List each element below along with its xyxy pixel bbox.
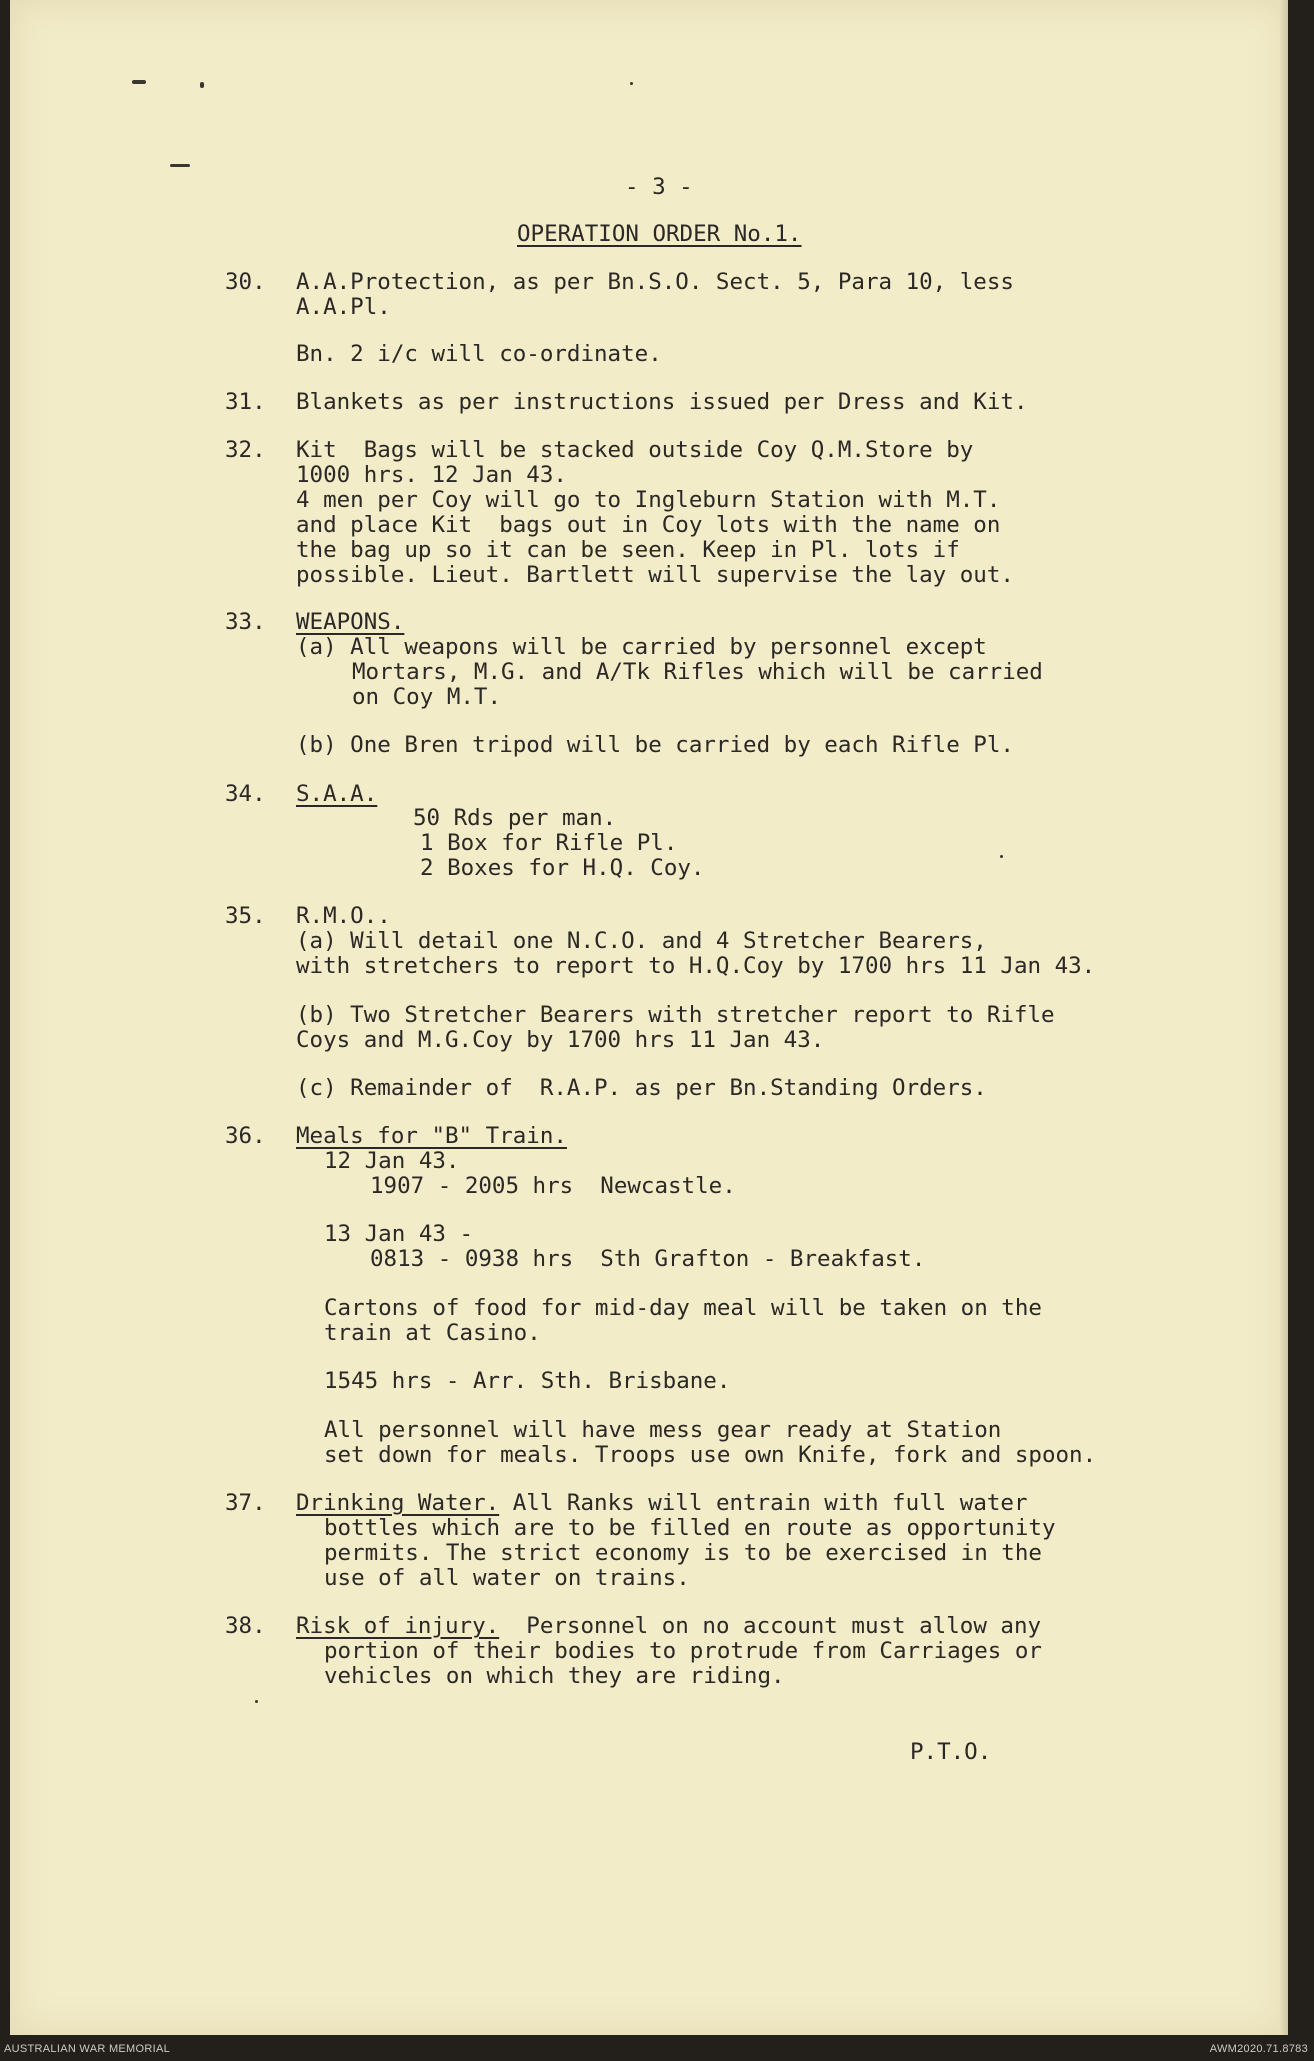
para-36-line: All personnel will have mess gear ready at Station bbox=[324, 1417, 1002, 1443]
staple-mark bbox=[170, 164, 190, 167]
para-38-line-1 bbox=[296, 1614, 1041, 1639]
para-32-line: 4 men per Coy will go to Ingleburn Station with M.T. bbox=[296, 487, 1001, 513]
page-edge bbox=[1280, 0, 1288, 2035]
please-turn-over: P.T.O. bbox=[910, 1739, 992, 1765]
para-number-30: 30. bbox=[225, 269, 266, 295]
para-33-line: (b) One Bren tripod will be carried by each Rifle Pl. bbox=[296, 732, 1014, 758]
para-36-line: set down for meals. Troops use own Knife, fork and spoon. bbox=[324, 1442, 1097, 1468]
para-33-line: (a) All weapons will be carried by personnel except bbox=[296, 634, 987, 660]
para-number-32: 32. bbox=[225, 437, 266, 463]
para-number-35: 35. bbox=[225, 903, 266, 929]
para-35-line: (b) Two Stretcher Bearers with stretcher report to Rifle bbox=[296, 1002, 1055, 1028]
para-38-line: portion of their bodies to protrude from Carriages or bbox=[324, 1638, 1042, 1664]
para-36-line: Cartons of food for mid-day meal will be taken on the bbox=[324, 1295, 1042, 1321]
para-33-line: Mortars, M.G. and A/Tk Rifles which will be carried bbox=[352, 659, 1043, 685]
para-36-line: 0813 - 0938 hrs Sth Grafton - Breakfast. bbox=[370, 1246, 926, 1272]
para-32-line: and place Kit bags out in Coy lots with the name on bbox=[296, 512, 1001, 538]
para-37-line: bottles which are to be filled en route as opportunity bbox=[324, 1515, 1056, 1541]
para-30-line: Bn. 2 i/c will co-ordinate. bbox=[296, 341, 662, 367]
para-number-31: 31. bbox=[225, 389, 266, 415]
para-38-heading: Risk of injury. bbox=[296, 1613, 500, 1639]
para-34-line: 2 Boxes for H.Q. Coy. bbox=[420, 855, 705, 881]
para-33-heading: WEAPONS. bbox=[296, 609, 405, 635]
para-31-line: Blankets as per instructions issued per Dress and Kit. bbox=[296, 389, 1028, 415]
para-36-line: 1907 - 2005 hrs Newcastle. bbox=[370, 1173, 736, 1199]
archive-reference: AWM2020.71.8783 bbox=[1209, 2043, 1308, 2055]
para-35-line: with stretchers to report to H.Q.Coy by 1700 hrs 11 Jan 43. bbox=[296, 953, 1096, 979]
page-number: - 3 - bbox=[625, 174, 693, 200]
para-30-line: A.A.Pl. bbox=[296, 294, 391, 320]
punch-mark bbox=[200, 82, 204, 88]
para-34-line: 1 Box for Rifle Pl. bbox=[420, 830, 678, 856]
para-38-line: vehicles on which they are riding. bbox=[324, 1663, 785, 1689]
para-36-line: 1545 hrs - Arr. Sth. Brisbane. bbox=[324, 1368, 731, 1394]
document-page bbox=[10, 0, 1288, 2035]
para-37-line: use of all water on trains. bbox=[324, 1565, 690, 1591]
para-37-line-1 bbox=[296, 1491, 1028, 1516]
para-37-line: permits. The strict economy is to be exercised in the bbox=[324, 1540, 1042, 1566]
para-36-line: 12 Jan 43. bbox=[324, 1148, 460, 1174]
para-32-line: 1000 hrs. 12 Jan 43. bbox=[296, 462, 567, 488]
para-number-36: 36. bbox=[225, 1123, 266, 1149]
para-36-line: 13 Jan 43 - bbox=[324, 1221, 474, 1247]
para-36-line: train at Casino. bbox=[324, 1320, 541, 1346]
para-36-heading: Meals for "B" Train. bbox=[296, 1123, 567, 1149]
para-32-line: the bag up so it can be seen. Keep in Pl. lots if bbox=[296, 537, 960, 563]
ink-dot bbox=[255, 1700, 258, 1703]
para-number-37: 37. bbox=[225, 1490, 266, 1516]
para-34-line: 50 Rds per man. bbox=[413, 805, 617, 831]
para-37-heading: Drinking Water. bbox=[296, 1490, 500, 1516]
archive-credit: AUSTRALIAN WAR MEMORIAL bbox=[4, 2043, 171, 2055]
para-number-34: 34. bbox=[225, 781, 266, 807]
para-33-line: on Coy M.T. bbox=[352, 684, 502, 710]
para-30-line: A.A.Protection, as per Bn.S.O. Sect. 5, Para 10, less bbox=[296, 269, 1014, 295]
para-number-38: 38. bbox=[225, 1613, 266, 1639]
para-35-line: (a) Will detail one N.C.O. and 4 Stretcher Bearers, bbox=[296, 928, 987, 954]
para-32-line: Kit Bags will be stacked outside Coy Q.M.Store by bbox=[296, 437, 974, 463]
para-34-heading: S.A.A. bbox=[296, 781, 378, 807]
para-32-line: possible. Lieut. Bartlett will supervise the lay out. bbox=[296, 562, 1014, 588]
para-number-33: 33. bbox=[225, 609, 266, 635]
para-37-text: All Ranks will entrain with full water bbox=[499, 1490, 1028, 1516]
staple-mark bbox=[132, 80, 146, 84]
para-38-text: Personnel on no account must allow any bbox=[499, 1613, 1042, 1639]
punch-mark bbox=[630, 82, 633, 85]
para-35-heading: R.M.O.. bbox=[296, 903, 391, 929]
para-35-line: Coys and M.G.Coy by 1700 hrs 11 Jan 43. bbox=[296, 1027, 825, 1053]
para-35-line: (c) Remainder of R.A.P. as per Bn.Standing Orders. bbox=[296, 1075, 987, 1101]
ink-dot bbox=[1000, 855, 1003, 858]
page-title: OPERATION ORDER No.1. bbox=[517, 221, 802, 247]
